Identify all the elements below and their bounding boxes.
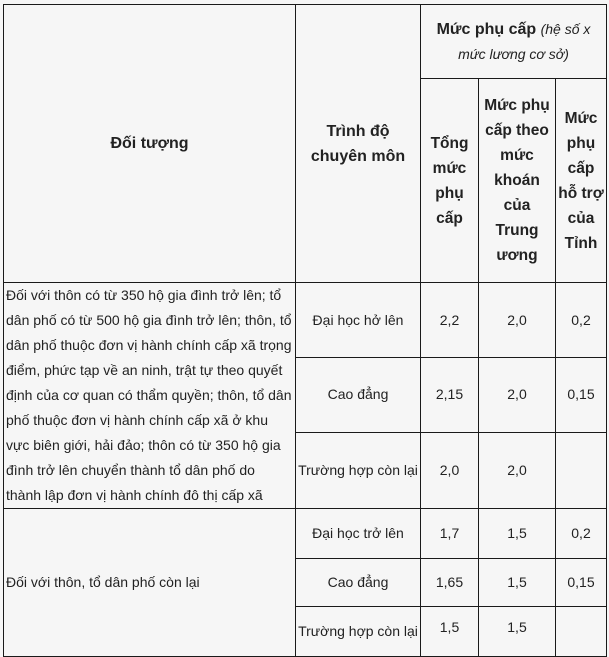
central-cell: 1,5 xyxy=(479,559,556,607)
central-cell: 1,5 xyxy=(479,607,556,657)
header-qualification: Trình độ chuyên môn xyxy=(296,5,421,283)
header-province: Mức phụ cấp hỗ trợ của Tỉnh xyxy=(556,79,607,283)
total-cell: 1,5 xyxy=(421,607,479,657)
qualification-cell: Trường hợp còn lại xyxy=(296,607,421,657)
header-allowance-group xyxy=(421,5,607,79)
qualification-cell: Đại học hở lên xyxy=(296,283,421,358)
allowance-table xyxy=(3,4,607,657)
total-cell: 2,2 xyxy=(421,283,479,358)
province-cell: 0,2 xyxy=(556,509,607,559)
total-cell: 2,0 xyxy=(421,432,479,508)
table-row xyxy=(4,283,607,358)
central-cell: 2,0 xyxy=(479,432,556,508)
header-allowance-note: (hệ số x mức lương cơ sở) xyxy=(458,20,591,62)
province-cell: 0,15 xyxy=(556,559,607,607)
header-allowance-label: Mức phụ cấp xyxy=(436,20,537,38)
total-cell: 2,15 xyxy=(421,358,479,432)
central-cell: 2,0 xyxy=(479,283,556,358)
qualification-cell: Đại học trở lên xyxy=(296,509,421,559)
subject-cell: Đối với thôn có từ 350 hộ gia đình trở lên; tổ dân phố có từ 500 hộ gia đình trở lên; thôn, tổ dân phố thuộc đơn vị hành chính cấp xã trọng điểm, phức tạp về an ninh, trật tự theo quyết định của cơ quan có thẩm quyền; thôn, tổ dân phố thuộc đơn vị hành chính cấp xã ở khu vực biên giới, hải đảo; thôn có từ 350 hộ gia đình trở lên chuyển thành tổ dân phố do thành lập đơn vị hành chính đô thị cấp xã xyxy=(4,283,296,509)
province-cell xyxy=(556,607,607,657)
header-total: Tổng mức phụ cấp xyxy=(421,79,479,283)
total-cell: 1,7 xyxy=(421,509,479,559)
central-cell: 1,5 xyxy=(479,509,556,559)
central-cell: 2,0 xyxy=(479,358,556,432)
table-row xyxy=(4,509,607,559)
qualification-cell: Trường hợp còn lại xyxy=(296,432,421,508)
qualification-cell: Cao đẳng xyxy=(296,559,421,607)
province-cell: 0,15 xyxy=(556,358,607,432)
province-cell xyxy=(556,432,607,508)
qualification-cell: Cao đẳng xyxy=(296,358,421,432)
subject-cell: Đối với thôn, tổ dân phố còn lại xyxy=(4,509,296,657)
total-cell: 1,65 xyxy=(421,559,479,607)
province-cell: 0,2 xyxy=(556,283,607,358)
header-central: Mức phụ cấp theo mức khoán của Trung ương xyxy=(479,79,556,283)
header-subject: Đối tượng xyxy=(4,5,296,283)
